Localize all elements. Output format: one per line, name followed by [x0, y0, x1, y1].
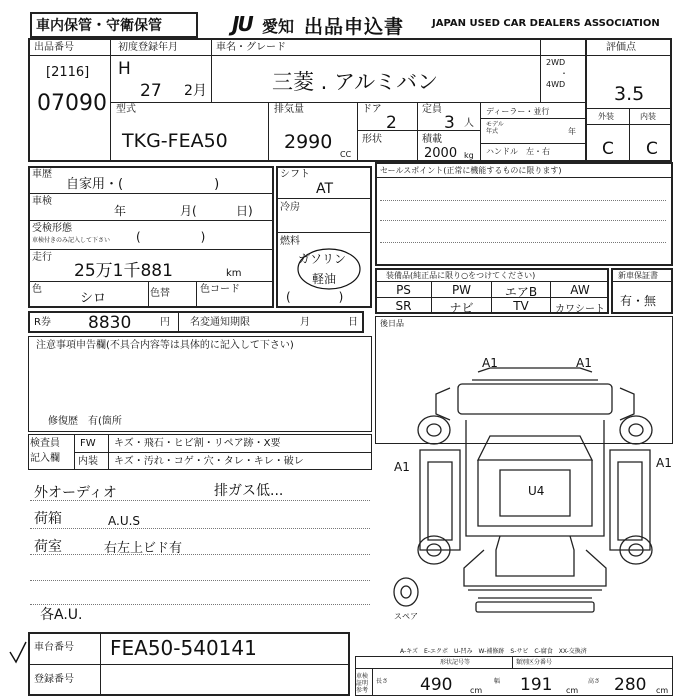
- later-items-label: 後日品: [380, 319, 404, 328]
- displacement-label: 排気量: [274, 104, 304, 115]
- fuel-label: 燃料: [280, 236, 300, 247]
- model-year-label: モデル 年式: [486, 121, 504, 135]
- drive-2wd: 2WD: [546, 58, 566, 67]
- first-registration-era: H: [118, 59, 131, 79]
- handle-label: ハンドル 左・右: [486, 147, 550, 156]
- shift-label: シフト: [280, 169, 310, 180]
- height-value: 280: [614, 675, 647, 695]
- note-each: 各A.U.: [40, 607, 83, 623]
- org-place: 愛知: [262, 17, 295, 36]
- length-label: 長さ: [376, 678, 389, 685]
- ju-logo: JU: [232, 12, 252, 36]
- equip-sr: SR: [395, 299, 412, 313]
- first-registration-label: 初度登録年月: [118, 42, 178, 53]
- car-name-label: 車名・グレード: [216, 42, 286, 53]
- damage-legend: A-キズ E-エクボ U-凹み W-補修跡 S-サビ C-腐食 XX-交換済: [400, 648, 587, 655]
- exterior-grade: C: [602, 139, 614, 159]
- score-label: 評価点: [606, 42, 636, 53]
- first-registration-year: 27: [140, 81, 162, 101]
- chassis-number: FEA50-540141: [110, 636, 257, 660]
- org-english: JAPAN USED CAR DEALERS ASSOCIATION: [432, 18, 660, 29]
- note-crack: 右左上ビド有: [104, 541, 183, 556]
- equip-pw: PW: [451, 283, 472, 297]
- warranty-value: 有・無: [620, 294, 657, 308]
- width-label: 幅: [494, 678, 501, 685]
- car-damage-diagram: [380, 350, 680, 650]
- note-exhaust: 排ガス低...: [214, 483, 284, 499]
- car-name-value: 三菱 . アルミバン: [272, 70, 439, 94]
- damage-mark-center: U4: [528, 484, 545, 498]
- color-label: 色: [32, 284, 42, 295]
- interior-label: 内装: [640, 112, 656, 121]
- note-cargo-room: 荷室: [34, 539, 62, 555]
- form-title: 出品申込書: [304, 16, 405, 38]
- equip-leather: カワシート: [555, 304, 605, 315]
- color-value: シロ: [80, 291, 107, 306]
- plate-label: 登録番号: [34, 674, 74, 685]
- inspection-type-note: 車検付きのみ記入して下さい: [32, 237, 111, 244]
- lot-number: 07090: [37, 91, 107, 116]
- ac-label: 冷房: [280, 202, 300, 213]
- recycle-unit: 円: [160, 317, 170, 328]
- inspection-type-label: 受検形態: [32, 223, 72, 234]
- car-outline: [380, 350, 680, 650]
- fuel-circle-mark: [296, 246, 362, 292]
- capacity-unit: 人: [464, 118, 474, 129]
- year-unit: 年: [568, 127, 576, 136]
- dealer-label: ディーラー・並行: [486, 107, 550, 116]
- note-cargo-box: 荷箱: [34, 511, 62, 527]
- length-unit: cm: [470, 686, 483, 695]
- class-number-label: 類別区分番号: [516, 659, 553, 666]
- body-shape-label: 形状: [362, 134, 382, 145]
- fuel-diesel: 軽油: [312, 272, 337, 286]
- inspection-label: 車検: [32, 196, 52, 207]
- fuel-gasoline: ガソリン: [298, 252, 347, 266]
- name-change-month: 月: [300, 317, 310, 328]
- storage-label: 車内保管・守衛保管: [36, 18, 162, 34]
- color-code-label: 色コード: [200, 284, 240, 295]
- name-change-label: 名変通知期限: [190, 317, 250, 328]
- score-value: 3.5: [614, 83, 645, 105]
- notes-label: 注意事項申告欄(不具合内容等は具体的に記入して下さい): [36, 340, 294, 351]
- length-value: 490: [420, 675, 453, 695]
- load-value: 2000: [424, 146, 458, 161]
- inspection-month: 月(: [180, 204, 197, 218]
- usage-label: 車歴: [32, 169, 52, 180]
- displacement-unit: CC: [340, 150, 352, 159]
- mileage-value: 25万1千881: [74, 261, 173, 281]
- recycle-label: R券: [34, 317, 51, 328]
- first-registration-month: 2月: [184, 83, 207, 99]
- displacement-value: 2990: [284, 131, 333, 153]
- model-label: 型式: [116, 104, 136, 115]
- interior-grade: C: [646, 139, 658, 159]
- inspection-type-paren: ( ): [136, 230, 206, 244]
- damage-mark-left-side: A1: [394, 460, 410, 474]
- inspector-fw-label: FW: [80, 438, 96, 449]
- repair-history: 修復歴 有(箇所: [48, 416, 122, 427]
- doors-value: 2: [386, 113, 397, 133]
- drive-4wd: 4WD: [546, 80, 566, 89]
- fuel-paren: ( ): [286, 290, 344, 304]
- height-unit: cm: [656, 686, 669, 695]
- reference-label: 参考: [356, 687, 369, 694]
- name-change-day: 日: [348, 317, 358, 328]
- width-unit: cm: [566, 686, 579, 695]
- sales-point-label: セールスポイント(正常に機能するものに限ります): [380, 166, 562, 175]
- drive-dot: ・: [560, 69, 568, 78]
- inspection-year: 年: [114, 204, 127, 218]
- inspector-label-1: 検査員: [30, 438, 60, 449]
- capacity-label: 定員: [422, 104, 442, 115]
- spare-label: スペア: [394, 612, 418, 621]
- equip-airbag: エアB: [504, 285, 538, 299]
- inspector-interior-label: 内装: [78, 456, 98, 467]
- equip-navi: ナビ: [449, 301, 474, 315]
- recycle-value: 8830: [88, 313, 132, 333]
- equip-tv: TV: [513, 299, 529, 313]
- equip-ps: PS: [396, 283, 411, 297]
- storage-box: [30, 12, 198, 38]
- damage-mark-right-side: A1: [656, 456, 672, 470]
- load-unit: kg: [464, 151, 474, 160]
- repaint-label: 色替: [150, 288, 170, 299]
- exterior-label: 外装: [598, 112, 614, 121]
- shape-code-label: 形状記号等: [440, 659, 471, 666]
- inspection-day: 日): [236, 204, 253, 218]
- lot-prefix: [2116]: [46, 65, 90, 80]
- damage-mark-front-right: A1: [576, 356, 592, 370]
- model-value: TKG-FEA50: [122, 130, 228, 152]
- equipment-label: 装備品(純正品に限り○をつけてください): [386, 271, 536, 280]
- mileage-unit: km: [226, 268, 242, 279]
- usage-value: 自家用・( ): [66, 177, 220, 192]
- inspector-label-2: 記入欄: [30, 453, 60, 464]
- note-aus: A.U.S: [108, 514, 141, 528]
- check-mark: [8, 640, 28, 666]
- warranty-label: 新車保証書: [618, 271, 658, 280]
- capacity-value: 3: [444, 113, 455, 133]
- mileage-label: 走行: [32, 252, 52, 263]
- equip-aw: AW: [570, 283, 590, 297]
- chassis-label: 車台番号: [34, 642, 74, 653]
- inspector-fw-items: キズ・飛石・ヒビ割・リペア跡・X要: [114, 438, 281, 449]
- doors-label: ドア: [362, 104, 382, 115]
- inspector-interior-items: キズ・汚れ・コゲ・穴・タレ・キレ・破レ: [114, 456, 304, 467]
- shift-value: AT: [316, 181, 334, 197]
- height-label: 高さ: [588, 678, 601, 685]
- lot-number-label: 出品番号: [34, 42, 74, 53]
- damage-mark-front-left: A1: [482, 356, 498, 370]
- load-label: 積載: [422, 134, 442, 145]
- note-audio: 外オーディオ: [34, 485, 117, 501]
- width-value: 191: [520, 675, 553, 695]
- cert-label: 車検証明: [356, 673, 369, 687]
